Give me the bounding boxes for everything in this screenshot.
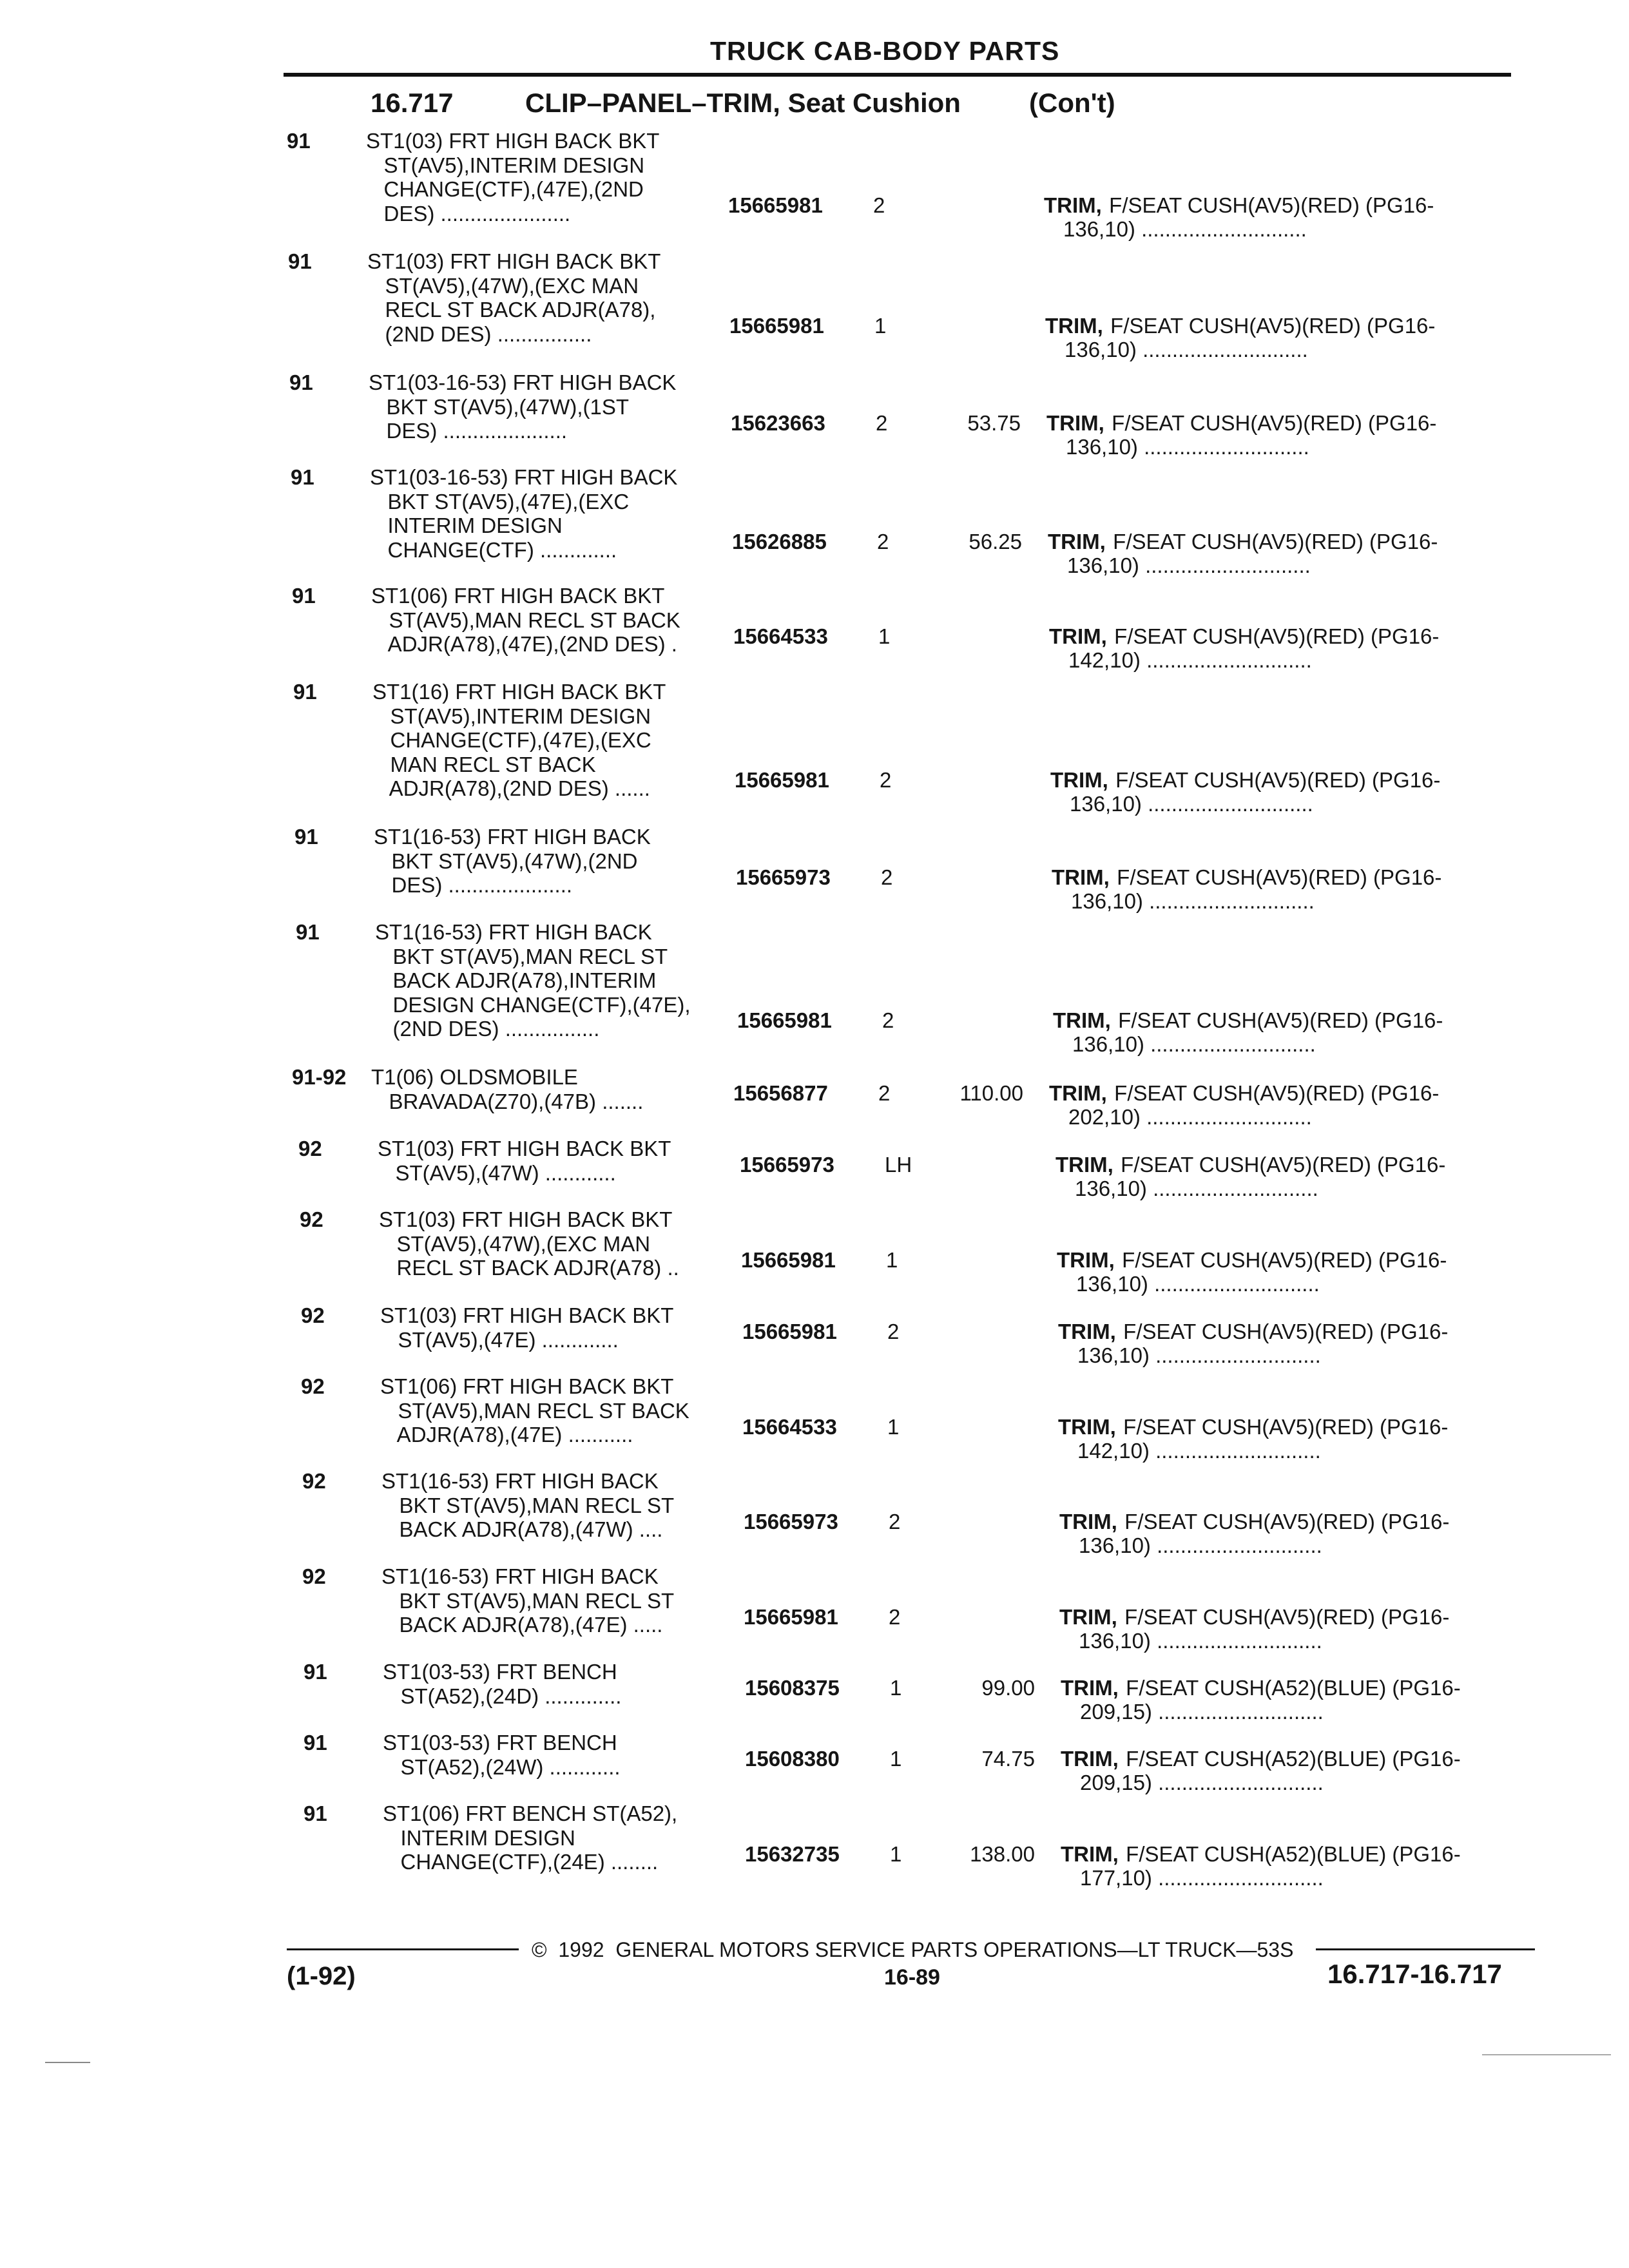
- footer-section-range: 16.717-16.717: [1327, 1959, 1502, 1989]
- part-description: ST1(03) FRT HIGH BACK BKT ST(AV5),(47W),(EXC MAN RECL ST BACK ADJR(A78) ..: [379, 1207, 679, 1280]
- trim-detail: F/SEAT CUSH(AV5)(RED) (PG16-: [1110, 768, 1441, 792]
- quantity: LH: [885, 1153, 912, 1177]
- trim-detail: F/SEAT CUSH(AV5)(RED) (PG16-: [1108, 624, 1440, 648]
- list-price: 138.00: [970, 1842, 1035, 1866]
- footer-page-number: 16-89: [884, 1965, 940, 1990]
- trim-detail: F/SEAT CUSH(AV5)(RED) (PG16-: [1115, 1153, 1446, 1177]
- part-number: 15665981: [741, 1248, 836, 1272]
- list-price: 110.00: [959, 1081, 1023, 1105]
- reference-number: 91: [291, 465, 314, 489]
- trim-name: TRIM,: [1053, 1008, 1111, 1032]
- scan-mark: [45, 2062, 90, 2063]
- quantity: 1: [890, 1747, 902, 1771]
- trim-detail: F/SEAT CUSH(AV5)(RED) (PG16-: [1119, 1510, 1450, 1533]
- page-title: TRUCK CAB-BODY PARTS: [710, 36, 1060, 66]
- trim-detail: F/SEAT CUSH(AV5)(RED) (PG16-: [1106, 411, 1437, 435]
- part-number: 15665981: [737, 1008, 832, 1032]
- part-description: ST1(03) FRT HIGH BACK BKT ST(AV5),INTERIM DESIGN CHANGE(CTF),(47E),(2ND DES) ......................: [366, 129, 660, 226]
- reference-number: 92: [300, 1207, 323, 1231]
- part-description: ST1(06) FRT HIGH BACK BKT ST(AV5),MAN RECL ST BACK ADJR(A78),(47E) ...........: [380, 1374, 689, 1446]
- reference-number: 91-92: [292, 1065, 347, 1089]
- part-number: 15665973: [740, 1153, 834, 1177]
- part-number: 15623663: [731, 411, 825, 435]
- part-description: ST1(03-16-53) FRT HIGH BACK BKT ST(AV5),(47W),(1ST DES) .....................: [369, 370, 677, 443]
- trim-name: TRIM,: [1049, 1081, 1107, 1105]
- trim-name: TRIM,: [1059, 1605, 1117, 1629]
- footer-copyright: © 1992 GENERAL MOTORS SERVICE PARTS OPERATIONS—LT TRUCK—53S: [532, 1938, 1294, 1961]
- header-rule: [284, 73, 1511, 77]
- quantity: 2: [878, 1081, 891, 1105]
- part-number: 15665981: [728, 193, 823, 217]
- part-number: 15665981: [729, 314, 824, 338]
- trim-detail: F/SEAT CUSH(A52)(BLUE) (PG16-: [1120, 1747, 1461, 1771]
- part-number: 15665973: [744, 1510, 838, 1533]
- trim-detail: F/SEAT CUSH(A52)(BLUE) (PG16-: [1120, 1842, 1461, 1866]
- part-number: 15664533: [733, 624, 828, 648]
- reference-number: 91: [288, 249, 312, 273]
- part-description: ST1(03-53) FRT BENCH ST(A52),(24D) .............: [383, 1660, 622, 1708]
- reference-number: 92: [298, 1137, 322, 1160]
- trim-detail: F/SEAT CUSH(AV5)(RED) (PG16-: [1107, 530, 1438, 553]
- trim-reference: 136,10) ............................: [1070, 792, 1313, 816]
- trim-detail: F/SEAT CUSH(AV5)(RED) (PG16-: [1104, 314, 1436, 338]
- trim-detail: F/SEAT CUSH(AV5)(RED) (PG16-: [1108, 1081, 1440, 1105]
- trim-reference: 209,15) ............................: [1080, 1771, 1324, 1794]
- reference-number: 91: [304, 1731, 327, 1754]
- scan-mark: [1482, 2054, 1611, 2055]
- trim-detail: F/SEAT CUSH(AV5)(RED) (PG16-: [1111, 865, 1442, 889]
- quantity: 1: [890, 1676, 902, 1700]
- reference-number: 92: [302, 1564, 326, 1588]
- trim-reference: 136,10) ............................: [1079, 1533, 1322, 1557]
- trim-detail: F/SEAT CUSH(AV5)(RED) (PG16-: [1117, 1320, 1449, 1343]
- part-description: ST1(16-53) FRT HIGH BACK BKT ST(AV5),MAN RECL ST BACK ADJR(A78),(47E) .....: [381, 1564, 675, 1637]
- reference-number: 92: [301, 1374, 325, 1398]
- part-number: 15665981: [742, 1320, 837, 1343]
- trim-name: TRIM,: [1052, 865, 1110, 889]
- trim-name: TRIM,: [1057, 1248, 1115, 1272]
- trim-name: TRIM,: [1045, 314, 1103, 338]
- reference-number: 91: [289, 370, 313, 394]
- part-number: 15665981: [735, 768, 829, 792]
- reference-number: 91: [304, 1802, 327, 1825]
- part-description: ST1(16-53) FRT HIGH BACK BKT ST(AV5),MAN RECL ST BACK ADJR(A78),INTERIM DESIGN CHANGE(CTF),(47E), (2ND DES) ................: [375, 920, 691, 1041]
- trim-name: TRIM,: [1061, 1747, 1119, 1771]
- list-price: 53.75: [967, 411, 1021, 435]
- trim-name: TRIM,: [1055, 1153, 1113, 1177]
- reference-number: 91: [292, 584, 316, 608]
- quantity: 2: [880, 768, 892, 792]
- trim-name: TRIM,: [1049, 624, 1107, 648]
- trim-reference: 209,15) ............................: [1080, 1700, 1324, 1724]
- quantity: 1: [874, 314, 887, 338]
- trim-detail: F/SEAT CUSH(AV5)(RED) (PG16-: [1103, 193, 1434, 217]
- quantity: 1: [887, 1415, 900, 1439]
- trim-reference: 142,10) ............................: [1068, 648, 1312, 672]
- part-description: ST1(03) FRT HIGH BACK BKT ST(AV5),(47W) ............: [378, 1137, 671, 1185]
- section-continued: (Con't): [1029, 88, 1115, 118]
- quantity: 2: [889, 1605, 901, 1629]
- trim-reference: 142,10) ............................: [1077, 1439, 1321, 1463]
- section-number: 16.717: [371, 88, 454, 118]
- part-number: 15665973: [736, 865, 831, 889]
- quantity: 2: [887, 1320, 900, 1343]
- part-number: 15656877: [733, 1081, 828, 1105]
- trim-reference: 136,10) ............................: [1065, 338, 1308, 361]
- part-description: ST1(03) FRT HIGH BACK BKT ST(AV5),(47E) .............: [380, 1303, 674, 1352]
- trim-detail: F/SEAT CUSH(A52)(BLUE) (PG16-: [1120, 1676, 1461, 1700]
- part-description: ST1(16-53) FRT HIGH BACK BKT ST(AV5),(47W),(2ND DES) .....................: [374, 825, 651, 897]
- trim-reference: 202,10) ............................: [1068, 1105, 1312, 1129]
- trim-reference: 136,10) ............................: [1066, 435, 1309, 459]
- part-number: 15608380: [745, 1747, 840, 1771]
- trim-name: TRIM,: [1061, 1676, 1119, 1700]
- trim-name: TRIM,: [1044, 193, 1102, 217]
- part-number: 15626885: [732, 530, 827, 553]
- footer-rule-left: [287, 1948, 519, 1950]
- quantity: 1: [878, 624, 891, 648]
- trim-name: TRIM,: [1058, 1415, 1116, 1439]
- quantity: 1: [886, 1248, 898, 1272]
- part-description: ST1(16) FRT HIGH BACK BKT ST(AV5),INTERIM DESIGN CHANGE(CTF),(47E),(EXC MAN RECL ST BACK ADJR(A78),(2ND DES) ......: [372, 680, 666, 800]
- reference-number: 91: [287, 129, 311, 153]
- trim-detail: F/SEAT CUSH(AV5)(RED) (PG16-: [1116, 1248, 1447, 1272]
- trim-reference: 136,10) ............................: [1079, 1629, 1322, 1653]
- trim-reference: 136,10) ............................: [1076, 1272, 1320, 1296]
- trim-detail: F/SEAT CUSH(AV5)(RED) (PG16-: [1119, 1605, 1450, 1629]
- trim-name: TRIM,: [1048, 530, 1106, 553]
- reference-number: 91: [296, 920, 320, 944]
- footer-date-code: (1-92): [287, 1962, 356, 1990]
- list-price: 56.25: [969, 530, 1022, 553]
- trim-name: TRIM,: [1059, 1510, 1117, 1533]
- trim-reference: 136,10) ............................: [1067, 553, 1311, 577]
- reference-number: 92: [301, 1303, 325, 1327]
- quantity: 1: [890, 1842, 902, 1866]
- part-number: 15608375: [745, 1676, 840, 1700]
- part-number: 15664533: [742, 1415, 837, 1439]
- trim-name: TRIM,: [1058, 1320, 1116, 1343]
- trim-reference: 136,10) ............................: [1063, 217, 1307, 241]
- footer-rule-right: [1316, 1948, 1535, 1950]
- quantity: 2: [889, 1510, 901, 1533]
- trim-name: TRIM,: [1050, 768, 1108, 792]
- part-description: T1(06) OLDSMOBILE BRAVADA(Z70),(47B) .......: [371, 1065, 644, 1113]
- reference-number: 91: [304, 1660, 327, 1684]
- trim-reference: 136,10) ............................: [1075, 1177, 1318, 1200]
- part-description: ST1(16-53) FRT HIGH BACK BKT ST(AV5),MAN RECL ST BACK ADJR(A78),(47W) ....: [381, 1469, 675, 1541]
- quantity: 2: [882, 1008, 894, 1032]
- part-number: 15632735: [745, 1842, 840, 1866]
- trim-detail: F/SEAT CUSH(AV5)(RED) (PG16-: [1117, 1415, 1449, 1439]
- trim-reference: 177,10) ............................: [1080, 1866, 1324, 1890]
- trim-name: TRIM,: [1061, 1842, 1119, 1866]
- trim-detail: F/SEAT CUSH(AV5)(RED) (PG16-: [1112, 1008, 1443, 1032]
- part-number: 15665981: [744, 1605, 838, 1629]
- part-description: ST1(06) FRT BENCH ST(A52), INTERIM DESIGN CHANGE(CTF),(24E) ........: [383, 1802, 678, 1874]
- list-price: 74.75: [981, 1747, 1035, 1771]
- trim-reference: 136,10) ............................: [1077, 1343, 1321, 1367]
- section-title: CLIP–PANEL–TRIM, Seat Cushion: [525, 88, 961, 118]
- trim-reference: 136,10) ............................: [1072, 1032, 1316, 1056]
- part-description: ST1(03) FRT HIGH BACK BKT ST(AV5),(47W),(EXC MAN RECL ST BACK ADJR(A78), (2ND DES) ................: [367, 249, 661, 346]
- quantity: 2: [873, 193, 885, 217]
- trim-reference: 136,10) ............................: [1071, 889, 1315, 913]
- reference-number: 92: [302, 1469, 326, 1493]
- quantity: 2: [877, 530, 889, 553]
- reference-number: 91: [293, 680, 317, 704]
- reference-number: 91: [294, 825, 318, 849]
- part-description: ST1(03-16-53) FRT HIGH BACK BKT ST(AV5),(47E),(EXC INTERIM DESIGN CHANGE(CTF) .............: [370, 465, 678, 562]
- quantity: 2: [881, 865, 893, 889]
- part-description: ST1(06) FRT HIGH BACK BKT ST(AV5),MAN RECL ST BACK ADJR(A78),(47E),(2ND DES) .: [371, 584, 680, 656]
- list-price: 99.00: [981, 1676, 1035, 1700]
- quantity: 2: [876, 411, 888, 435]
- part-description: ST1(03-53) FRT BENCH ST(A52),(24W) ............: [383, 1731, 621, 1779]
- trim-name: TRIM,: [1046, 411, 1104, 435]
